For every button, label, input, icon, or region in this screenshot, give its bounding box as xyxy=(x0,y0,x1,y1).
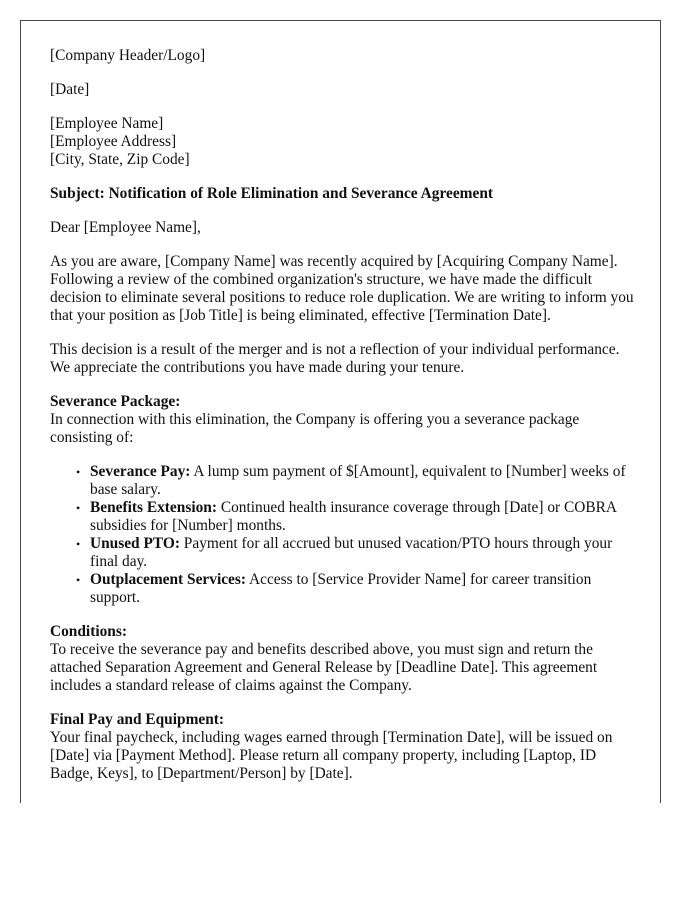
severance-section-title: Severance Package: xyxy=(50,393,181,410)
conditions-text: To receive the severance pay and benefits described above, you must sign and return the attached Separation Agreement and General Release by [Deadline Date]. This agreement includes a standard release of claims against the Company. xyxy=(50,641,598,694)
conditions-section xyxy=(50,623,638,695)
severance-benefits-list xyxy=(50,463,638,607)
letter-content xyxy=(50,47,638,799)
merger-paragraph: This decision is a result of the merger and is not a reflection of your individual performance. We appreciate the contributions you have made during your tenure. xyxy=(50,341,620,376)
list-item-label: Severance Pay: xyxy=(90,463,191,480)
list-item-unused-pto xyxy=(76,535,638,571)
final-pay-text: Your final paycheck, including wages earned through [Termination Date], will be issued on [Date] via [Payment Method]. Please return all company property, including [Laptop, ID Badge, Keys], to [Department/Person] by [Date]. xyxy=(50,729,613,782)
letter-page xyxy=(20,20,661,803)
recipient-address-block xyxy=(50,115,638,169)
salutation: Dear [Employee Name], xyxy=(50,219,201,236)
severance-intro: In connection with this elimination, the Company is offering you a severance package consisting of: xyxy=(50,411,580,446)
list-item-text: A lump sum payment of $[Amount], equivalent to [Number] weeks of base salary. xyxy=(90,463,626,498)
list-item-outplacement-services xyxy=(76,571,638,607)
final-pay-section xyxy=(50,711,638,783)
list-item-text: Payment for all accrued but unused vacation/PTO hours through your final day. xyxy=(90,535,613,570)
final-pay-section-title: Final Pay and Equipment: xyxy=(50,711,225,728)
bullet-icon: • xyxy=(76,501,81,515)
recipient-address: [Employee Address] xyxy=(50,133,177,150)
bullet-icon: • xyxy=(76,573,81,587)
subject-line: Subject: Notification of Role Elimination and Severance Agreement xyxy=(50,185,493,202)
list-item-label: Unused PTO: xyxy=(90,535,180,552)
bullet-icon: • xyxy=(76,537,81,551)
severance-section xyxy=(50,393,638,447)
list-item-text: Continued health insurance coverage through [Date] or COBRA subsidies for [Number] months. xyxy=(90,499,617,534)
list-item-severance-pay xyxy=(76,463,638,499)
conditions-section-title: Conditions: xyxy=(50,623,127,640)
intro-paragraph: As you are aware, [Company Name] was recently acquired by [Acquiring Company Name]. Following a review of the combined organization's structure, we have made the difficult decision to eliminate several positions to reduce role duplication. We are writing to inform you that your position as [Job Title] is being eliminated, effective [Termination Date]. xyxy=(50,253,634,324)
recipient-city-state-zip: [City, State, Zip Code] xyxy=(50,151,190,168)
list-item-label: Outplacement Services: xyxy=(90,571,247,588)
recipient-name: [Employee Name] xyxy=(50,115,164,132)
list-item-text: Access to [Service Provider Name] for career transition support. xyxy=(90,571,592,606)
letter-date: [Date] xyxy=(50,81,90,98)
company-header: [Company Header/Logo] xyxy=(50,47,206,64)
list-item-label: Benefits Extension: xyxy=(90,499,217,516)
bullet-icon: • xyxy=(76,465,81,479)
list-item-benefits-extension xyxy=(76,499,638,535)
